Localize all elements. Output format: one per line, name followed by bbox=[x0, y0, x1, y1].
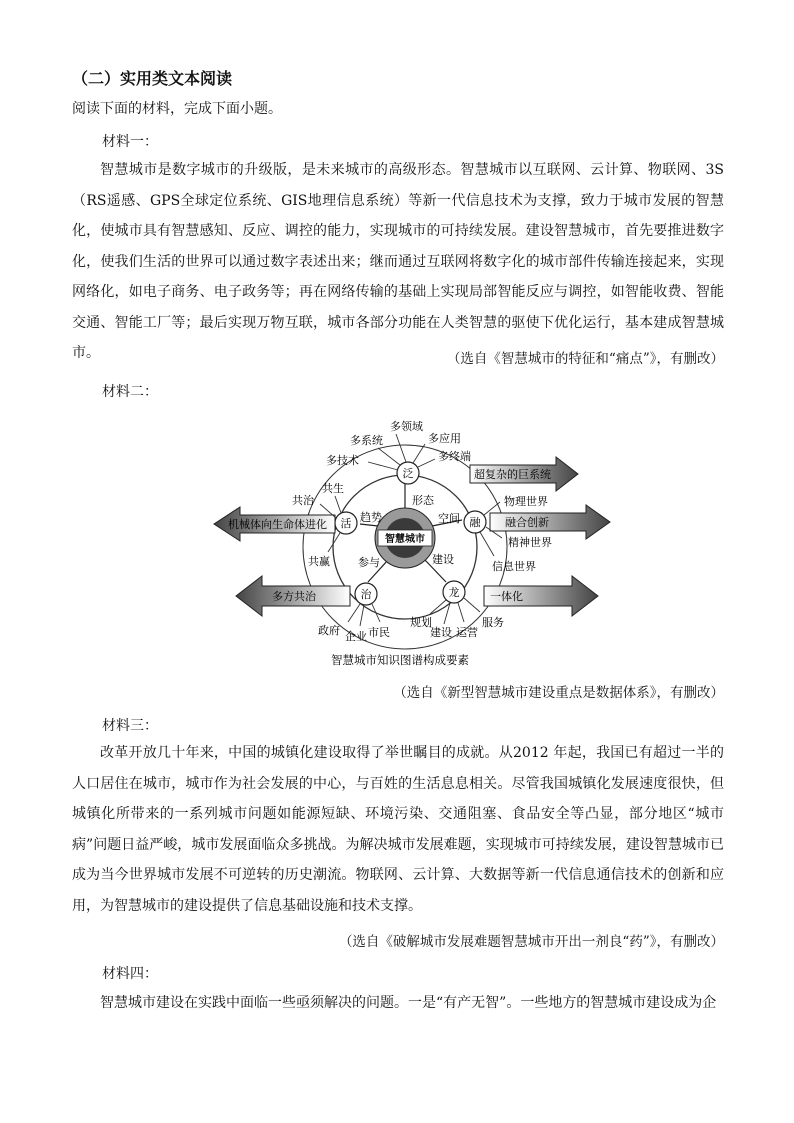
spoke-huo bbox=[360, 524, 378, 526]
node-long bbox=[443, 581, 465, 603]
node-rong-label: 融 bbox=[469, 516, 481, 529]
huo-item-0: 共生 bbox=[322, 482, 344, 495]
arrow-bottom-left-label: 多方共治 bbox=[272, 590, 316, 603]
node-zhi bbox=[355, 583, 377, 605]
rong-item-0: 物理世界 bbox=[504, 495, 548, 508]
huo-item-1: 共治 bbox=[292, 494, 314, 507]
spoke-label-canyu: 参与 bbox=[358, 556, 380, 569]
material2-source: （选自《新型智慧城市建设重点是数据体系》，有删改） bbox=[393, 685, 724, 701]
long-item-0: 规划 bbox=[410, 616, 432, 629]
spoke-label-xingtai: 形态 bbox=[412, 494, 434, 507]
smart-city-diagram bbox=[200, 410, 620, 670]
node-zhi-label: 治 bbox=[360, 588, 372, 601]
long-item-1: 建设 bbox=[430, 626, 452, 639]
material4-paragraph: 智慧城市建设在实践中面临一些亟须解决的问题。一是“有产无智”。一些地方的智慧城市建设成为企 bbox=[100, 995, 717, 1011]
node-fan-label: 泛 bbox=[402, 467, 414, 480]
huo-item-2: 共赢 bbox=[308, 555, 330, 568]
center-node bbox=[375, 508, 435, 568]
intro-text: 阅读下面的材料，完成下面小题。 bbox=[72, 101, 282, 117]
zhi-item-1: 企业 bbox=[345, 630, 367, 643]
node-huo-label: 活 bbox=[340, 517, 352, 530]
material3-source: （选自《破解城市发展难题智慧城市开出一剂良“药”》，有删改） bbox=[338, 934, 724, 950]
node-long-label: 龙 bbox=[448, 586, 460, 599]
arrow-bottom-right-label: 一体化 bbox=[490, 590, 523, 603]
spoke-label-jianshe: 建设 bbox=[432, 553, 454, 566]
long-item-3: 服务 bbox=[482, 616, 504, 629]
arrow-right bbox=[490, 505, 610, 539]
spoke-label-kongjian: 空间 bbox=[438, 512, 460, 525]
material3-paragraph: 改革开放几十年来，中国的城镇化建设取得了举世瞩目的成就。从2012 年起，我国已有超过一半的人口居住在城市，城市作为社会发展的中心，与百姓的生活息息相关。尽管我国城镇化发展速度很快，但城镇化所带来的一系列城市问题如能源短缺、环境污染、交通阻塞、食品安全等凸显，部分地区“城市病”问题日益严峻，城市发展面临众多挑战。为解决城市发展难题，实现城市可持续发展，建设智慧城市已成为当今世界城市发展不可逆转的历史潮流。物联网、云计算、大数据等新一代信息通信技术的创新和应用，为智慧城市的建设提供了信息基础设施和技术支撑。 bbox=[72, 745, 724, 914]
material4-label: 材料四： bbox=[102, 966, 158, 982]
fan-item-0: 多领域 bbox=[390, 420, 423, 433]
material2-label: 材料二： bbox=[102, 384, 158, 400]
arrow-right-label: 融合创新 bbox=[505, 516, 549, 529]
material1-label: 材料一： bbox=[102, 134, 158, 150]
fan-item-3: 多技术 bbox=[326, 454, 359, 467]
center-label: 智慧城市 bbox=[385, 534, 425, 545]
material3-label: 材料三： bbox=[102, 718, 158, 734]
node-rong bbox=[464, 511, 486, 533]
long-item-2: 运营 bbox=[456, 626, 478, 639]
rong-item-2: 信息世界 bbox=[492, 560, 536, 573]
rong-item-1: 精神世界 bbox=[508, 536, 552, 549]
node-fan bbox=[397, 462, 419, 484]
material1-paragraph: 智慧城市是数字城市的升级版，是未来城市的高级形态。智慧城市以互联网、云计算、物联网、3S（RS遥感、GPS全球定位系统、GIS地理信息系统）等新一代信息技术为支撑，致力于城市发展的智慧化，使城市具有智慧感知、反应、调控的能力，实现城市的可持续发展。建设智慧城市，首先要推进数字化，使我们生活的世界可以通过数字表述出来；继而通过互联网将数字化的城市部件传输连接起来，实现网络化，如电子商务、电子政务等；再在网络传输的基础上实现局部智能反应与调控，如智能收费、智能交通、智能工厂等；最后实现万物互联，城市各部分功能在人类智慧的驱使下优化运行，基本建成智慧城市。 bbox=[72, 162, 724, 361]
section-title: （二）实用类文本阅读 bbox=[72, 69, 233, 88]
arrow-bottom-left bbox=[236, 576, 350, 616]
arrow-top-right-label: 超复杂的巨系统 bbox=[474, 468, 551, 481]
material1-source: （选自《智慧城市的特征和“痛点”》，有删改） bbox=[446, 351, 724, 367]
zhi-item-2: 市民 bbox=[368, 626, 390, 639]
diagram-caption: 智慧城市知识图谱构成要素 bbox=[331, 653, 469, 667]
spoke-label-qushi: 趋势 bbox=[360, 511, 382, 524]
arrow-left-label: 机械体向生命体进化 bbox=[228, 518, 327, 531]
node-huo bbox=[335, 512, 357, 534]
arrow-left bbox=[214, 507, 335, 541]
fan-item-2: 多系统 bbox=[350, 434, 383, 447]
zhi-item-0: 政府 bbox=[318, 624, 340, 637]
fan-item-1: 多应用 bbox=[428, 432, 461, 445]
fan-item-4: 多终端 bbox=[438, 450, 471, 463]
